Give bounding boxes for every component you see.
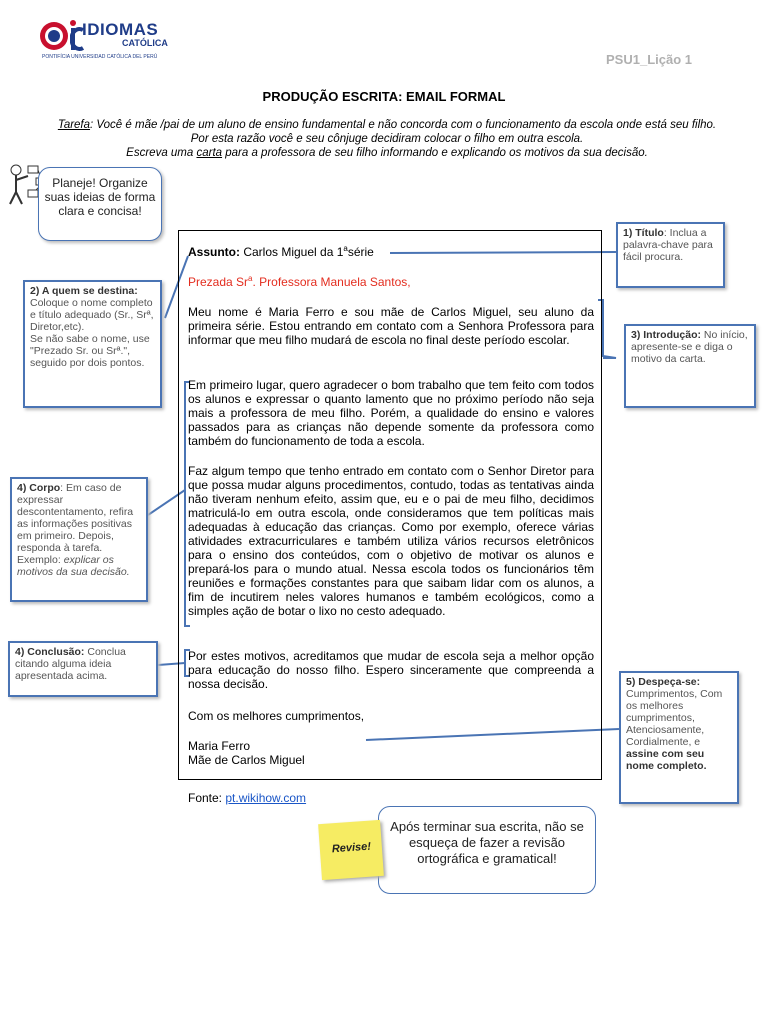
logo-subtext: CATÓLICA	[122, 38, 168, 48]
letter-signature-role: Mãe de Carlos Miguel	[188, 753, 305, 767]
callout-addressee-text: Coloque o nome completo e título adequado (Sr., Srª, Diretor,etc).	[30, 297, 154, 333]
callout-body-text: : Em caso de expressar descontentamento, refira as informações positivas em primeiro. Depois, responda à tarefa. Exemplo:	[17, 482, 134, 566]
callout-conclusion-label: 4) Conclusão:	[15, 646, 85, 658]
source-link[interactable]: pt.wikihow.com	[225, 791, 307, 805]
callout-farewell-label: 5) Despeça-se:	[626, 676, 701, 688]
letter-paragraph-2: Em primeiro lugar, quero agradecer o bom trabalho que tem feito com todos os alunos e expressar o quanto lamento que no próximo período não seja mais a professora de meu filho. Porém, a qualidade do ensino e valores passados para as crianças não depende somente da professora como também do funcionamento de toda a escola.	[188, 378, 594, 448]
callout-conclusion	[8, 641, 158, 697]
callout-conclusion-text: Conclua citando alguma ideia apresentada acima.	[15, 646, 126, 682]
logo-text: IDIOMAS	[82, 20, 159, 39]
letter-box	[178, 230, 602, 780]
letter-subject-label: Assunto:	[188, 245, 240, 259]
review-sticky-note	[318, 820, 384, 880]
callout-introduction	[624, 324, 756, 408]
letter-greeting-end: . Professora Manuela Santos,	[252, 275, 411, 289]
planning-tip: Planeje! Organize suas ideias de forma clara e concisa!	[38, 167, 162, 241]
letter-subject-text: Carlos Miguel da 1	[240, 245, 344, 259]
letter-closing: Com os melhores cumprimentos,	[188, 709, 365, 723]
review-reminder: Após terminar sua escrita, não se esqueça de fazer a revisão ortográfica e gramatical!	[378, 806, 596, 894]
letter-greeting-sup: a	[248, 274, 253, 283]
callout-body-label: 4) Corpo	[17, 482, 61, 494]
task-line1: : Você é mãe /pai de um aluno de ensino fundamental e não concorda com o funcionamento da escola onde está seu filho. Por esta razão você e seu cônjuge decidiram colocar o filho em outra escola.	[90, 119, 717, 145]
letter-greeting	[188, 272, 594, 289]
callout-title-label: 1) Título	[623, 227, 664, 239]
callout-addressee-text2: Se não sabe o nome, use "Prezado Sr. ou Srª.", seguido por dois pontos.	[30, 333, 150, 369]
logo	[38, 18, 198, 66]
lesson-label: PSU1_Lição 1	[606, 52, 692, 67]
source-label: Fonte:	[188, 791, 226, 805]
task-label: Tarefa	[57, 119, 91, 131]
task-letter-word: carta	[196, 147, 223, 159]
letter-signature-name: Maria Ferro	[188, 739, 251, 753]
page-title: PRODUÇÃO ESCRITA: EMAIL FORMAL	[262, 89, 506, 104]
review-sticky-text: Revise!	[331, 840, 372, 856]
letter-paragraph-1: Meu nome é Maria Ferro e sou mãe de Carlos Miguel, seu aluno da primeira série. Estou entrando em contato com a Senhora Professora para informar que meu filho mudará de escola no final deste período escolar.	[188, 305, 594, 347]
callout-introduction-label: 3) Introdução:	[631, 329, 701, 341]
callout-introduction-text: No início, apresente-se e diga o motivo da carta.	[631, 329, 748, 365]
logo-university: PONTIFÍCIA UNIVERSIDAD CATÓLICA DEL PERÚ	[42, 54, 158, 60]
letter-subject-sup: a	[343, 244, 348, 253]
callout-addressee-label: 2) A quem se destina:	[30, 285, 138, 297]
task-line2b: para a professora de seu filho informando e explicando os motivos da sua decisão.	[222, 147, 648, 159]
letter-subject-end: série	[347, 245, 374, 259]
letter-paragraph-4: Por estes motivos, acreditamos que mudar de escola seja a melhor opção para educação do nosso filho. Espero sinceramente que compreenda a nossa decisão.	[188, 649, 594, 691]
callout-body-example: explicar os motivos da sua decisão.	[17, 554, 130, 578]
letter-paragraph-3: Faz algum tempo que tenho entrado em contato com o Senhor Diretor para que possa mudar alguns procedimentos, contudo, todas as tentativas ainda não tiveram nenhum efeito, assim que, eu e o pai de meu filho, decidimos matriculá-lo em outra escola, onde consideramos que tem políticas mais adequadas à educação das crianças. Como por exemplo, oferece várias atividades extracurriculares e também utiliza vários recursos eletrônicos para o ensino dos conteúdos, com o objetivo de motivar os alunos e prepará-los para o mundo atual. Nessa escola todos os funcionários têm reuniões e formações constantes para que saibam lidar com os alunos, a fim de incutirem neles valores humanos e também ecológicos, como a simples ação de botar o lixo no cesto adequado.	[188, 464, 594, 618]
task-line2a: Escreva uma	[126, 147, 197, 159]
callout-title	[616, 222, 725, 288]
callout-farewell-text: Cumprimentos, Com os melhores cumprimentos, Atenciosamente, Cordialmente, e	[626, 688, 723, 748]
letter-subject	[188, 242, 594, 259]
callout-farewell	[619, 671, 739, 804]
letter-greeting-text: Prezada Sr	[188, 275, 249, 289]
source-line	[188, 791, 306, 805]
callout-body	[10, 477, 148, 602]
task-description	[52, 118, 722, 160]
callout-addressee	[23, 280, 162, 408]
callout-farewell-bold: assine com seu nome completo.	[626, 748, 707, 772]
callout-title-text: : Inclua a palavra-chave para fácil procura.	[623, 227, 713, 263]
